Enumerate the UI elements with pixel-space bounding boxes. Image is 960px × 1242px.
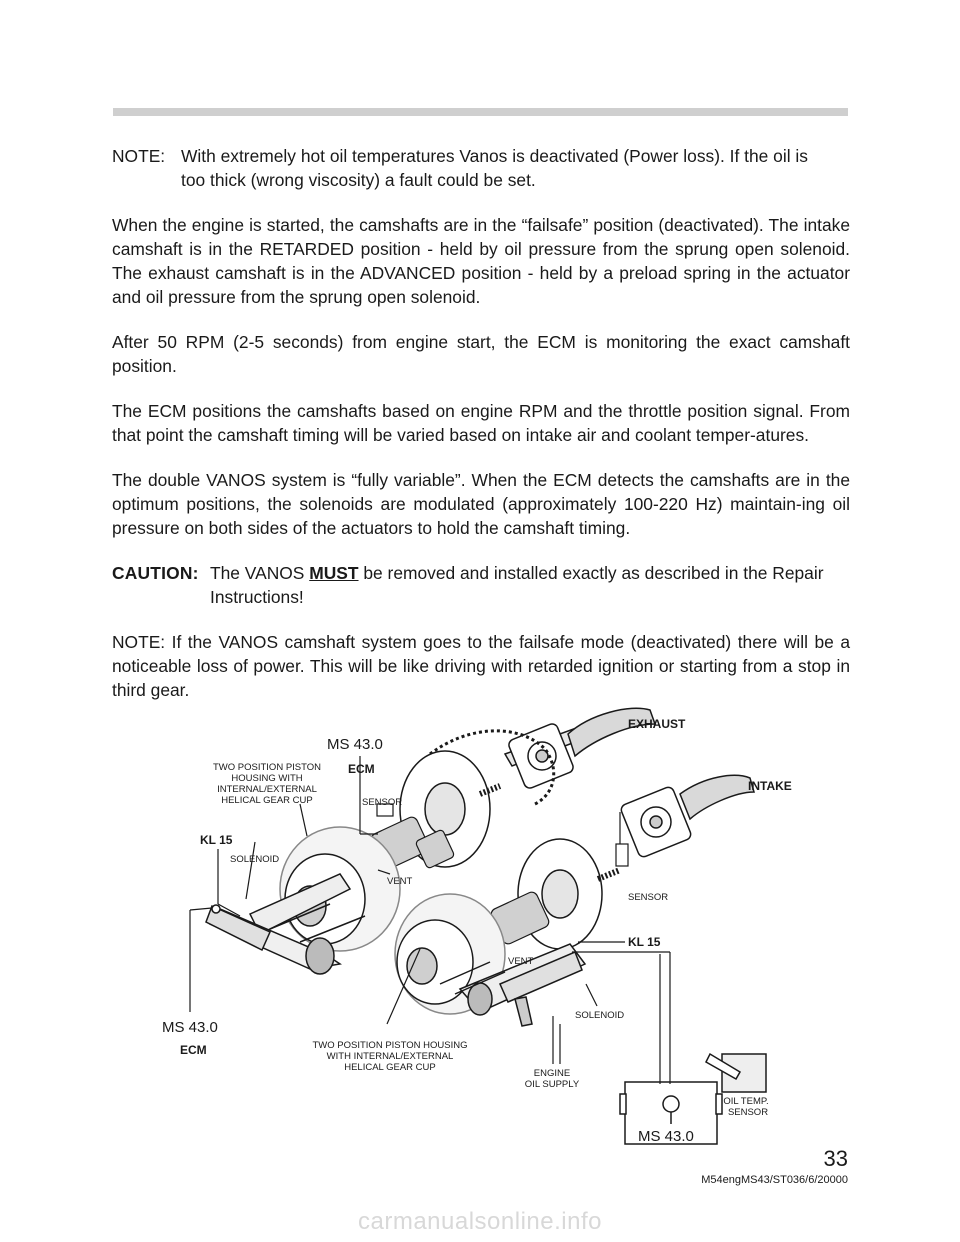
- label-oil-supply-2: OIL SUPPLY: [524, 1079, 580, 1090]
- page-number: 33: [823, 1146, 848, 1171]
- note-line-2: too thick (wrong viscosity) a fault could be set.: [181, 170, 536, 190]
- label-exhaust: EXHAUST: [628, 717, 686, 731]
- caution-text-post: be removed and installed exactly as described in the Repair: [358, 563, 824, 583]
- label-kl15-left: KL 15: [200, 833, 233, 847]
- label-solenoid-right: SOLENOID: [575, 1010, 625, 1021]
- caution-block: [112, 561, 850, 609]
- intake-sensor-body: [616, 844, 628, 866]
- paragraph-positioning: The ECM positions the camshafts based on engine RPM and the throttle position signal. From that point the camshaft timing will be varied based on intake air and coolant temper-atures.: [112, 401, 850, 445]
- label-piston-bottom-1: TWO POSITION PISTON HOUSING: [312, 1040, 468, 1051]
- label-piston-top-3: INTERNAL/EXTERNAL: [217, 784, 317, 795]
- caution-line-2: Instructions!: [210, 587, 304, 607]
- caution-text-pre: The VANOS: [210, 563, 310, 583]
- label-oil-supply-1: ENGINE: [533, 1068, 571, 1079]
- label-ms-left: MS 43.0: [162, 1019, 218, 1036]
- paragraph-failsafe: When the engine is started, the camshafts are in the “failsafe” position (deactivated). The intake camshaft is in the RETARDED position - held by oil pressure from the sprung open solenoid. The exhaust camshaft is in the ADVANCED position - held by a preload spring in the actuator and oil pressure from the sprung open solenoid.: [112, 215, 850, 307]
- watermark: carmanualsonline.info: [358, 1208, 602, 1235]
- caution-label: CAUTION:: [112, 563, 199, 583]
- label-oil-temp-1: OIL TEMP.: [723, 1096, 769, 1107]
- note-line-1: With extremely hot oil temperatures Vanos is deactivated (Power loss). If the oil is: [181, 146, 808, 166]
- label-ms-top: MS 43.0: [327, 736, 383, 753]
- note-label: NOTE:: [112, 146, 166, 166]
- caution-must: MUST: [309, 563, 359, 583]
- paragraph-fully-variable: The double VANOS system is “fully variable”. When the ECM detects the camshafts are in the optimum positions, the solenoids are modulated (approximately 100-220 Hz) maintain-ing oil pressure on both sides of the actuators to hold the camshaft timing.: [112, 470, 850, 538]
- label-piston-top-4: HELICAL GEAR CUP: [221, 795, 313, 806]
- vanos-diagram: [150, 694, 830, 1154]
- label-solenoid-left: SOLENOID: [230, 854, 280, 865]
- body-text: [112, 144, 850, 723]
- label-vent-right: VENT: [508, 956, 534, 967]
- left-actuator: [210, 827, 400, 974]
- intake-camshaft: [620, 775, 754, 858]
- note-failsafe-power-loss: NOTE: If the VANOS camshaft system goes to the failsafe mode (deactivated) there will be a noticeable loss of power. This will be like driving with retarded ignition or starting from a stop in third gear.: [112, 632, 850, 700]
- header-rule: [113, 108, 848, 116]
- label-ms-bottom: MS 43.0: [638, 1128, 694, 1145]
- label-piston-bottom-3: HELICAL GEAR CUP: [344, 1062, 436, 1073]
- label-piston-top-1: TWO POSITION PISTON: [212, 762, 322, 773]
- label-piston-top-2: HOUSING WITH: [231, 773, 303, 784]
- paragraph-monitoring: After 50 RPM (2-5 seconds) from engine start, the ECM is monitoring the exact camshaft position.: [112, 332, 850, 376]
- label-ecm-left: ECM: [180, 1043, 207, 1057]
- label-kl15-right: KL 15: [628, 935, 661, 949]
- label-vent-left: VENT: [387, 876, 413, 887]
- label-intake: INTAKE: [748, 779, 792, 793]
- note-oil-temperature: [112, 144, 850, 192]
- label-ecm-top: ECM: [348, 762, 375, 776]
- label-oil-temp-2: SENSOR: [727, 1107, 769, 1118]
- label-piston-bottom-2: WITH INTERNAL/EXTERNAL: [326, 1051, 454, 1062]
- document-code: M54engMS43/ST036/6/20000: [701, 1174, 848, 1186]
- label-sensor-right: SENSOR: [628, 892, 669, 903]
- label-sensor-top: SENSOR: [362, 797, 403, 808]
